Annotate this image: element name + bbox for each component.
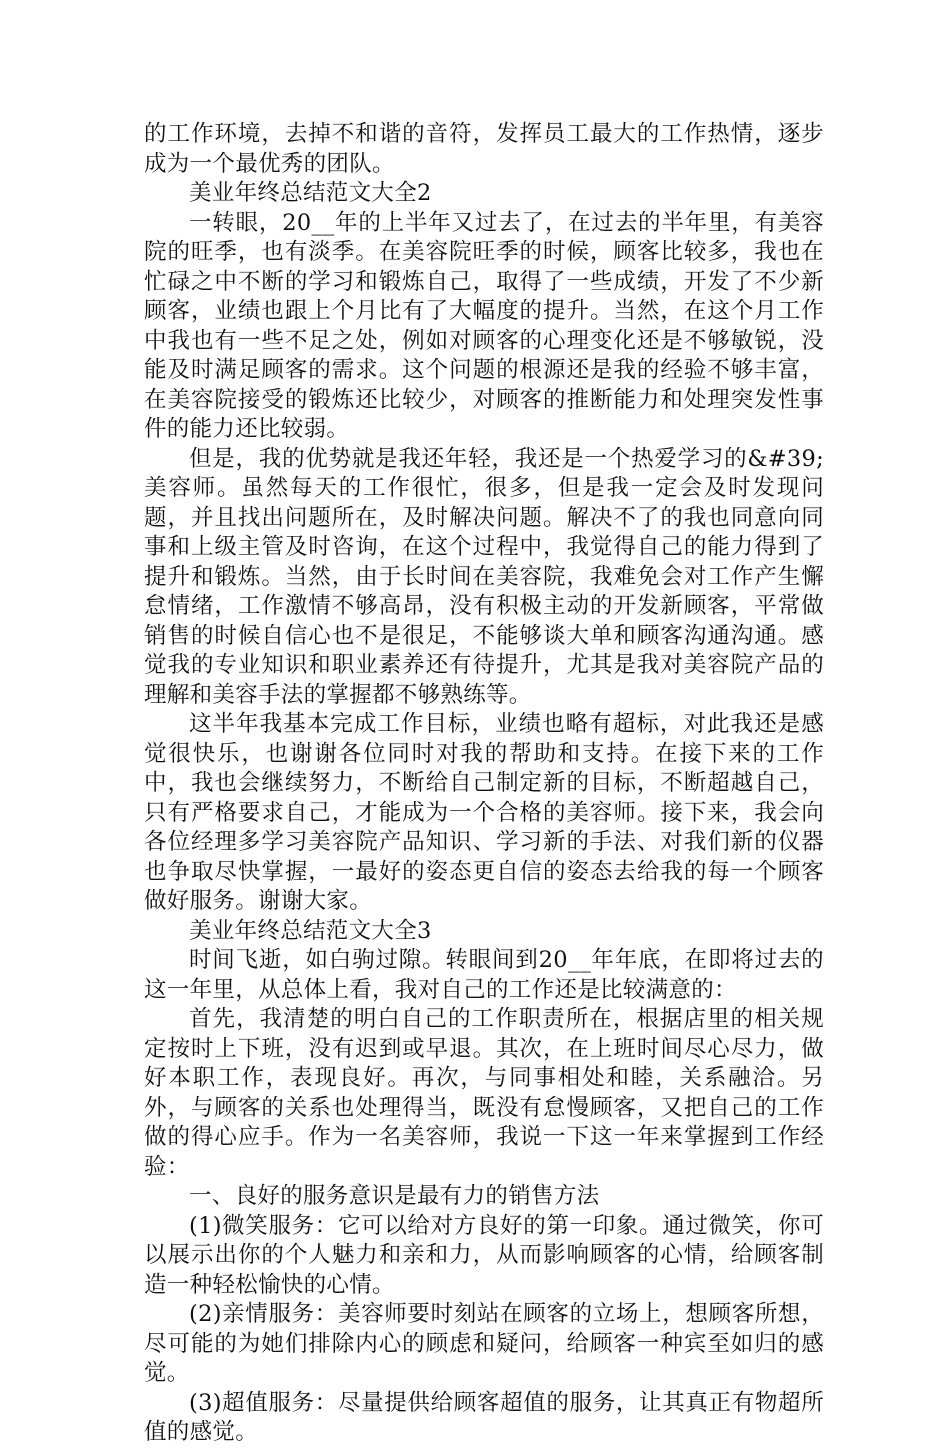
paragraph: 但是，我的优势就是我还年轻，我还是一个热爱学习的&#39;美容师。虽然每天的工作很忙，很多，但是我一定会及时发现问题，并且找出问题所在，及时解决问题。解决不了的我也同意向同事和上级主管及时咨询，在这个过程中，我觉得自己的能力得到了提升和锻炼。当然，由于长时间在美容院，我难免会对工作产生懈怠情绪，工作激情不够高昂，没有积极主动的开发新顾客，平常做销售的时候自信心也不是很足，不能够谈大单和顾客沟通沟通。感觉我的专业知识和职业素养还有待提升，尤其是我对美容院产品的理解和美容手法的掌握都不够熟练等。 — [144, 445, 824, 708]
paragraph: 时间飞逝，如白驹过隙。转眼间到20__年年底，在即将过去的这一年里，从总体上看，我对自己的工作还是比较满意的： — [144, 947, 824, 1003]
section-title-3: 美业年终总结范文大全3 — [189, 917, 432, 944]
paragraph: 这半年我基本完成工作目标，业绩也略有超标，对此我还是感觉很快乐，也谢谢各位同时对我的帮助和支持。在接下来的工作中，我也会继续努力，不断给自己制定新的目标，不断超越自己，只有严格要求自己，才能成为一个合格的美容师。接下来，我会向各位经理多学习美容院产品知识、学习新的手法、对我们新的仪器也争取尽快掌握，一最好的姿态更自信的姿态去给我的每一个顾客做好服务。谢谢大家。 — [144, 711, 824, 914]
paragraph: 首先，我清楚的明白自己的工作职责所在，根据店里的相关规定按时上下班，没有迟到或早退。其次，在上班时间尽心尽力，做好本职工作，表现良好。再次，与同事相处和睦，关系融洽。另外，与顾客的关系也处理得当，既没有怠慢顾客，又把自己的工作做的得心应手。作为一名美容师，我说一下这一年来掌握到工作经验： — [144, 1006, 824, 1180]
subheading: 一、良好的服务意识是最有力的销售方法 — [189, 1183, 600, 1209]
list-item: (3)超值服务：尽量提供给顾客超值的服务，让其真正有物超所值的感觉。 — [144, 1389, 824, 1445]
section-title-2: 美业年终总结范文大全2 — [189, 180, 432, 206]
list-item: (2)亲情服务：美容师要时刻站在顾客的立场上，想顾客所想，尽可能的为她们排除内心的顾虑和疑问，给顾客一种宾至如归的感觉。 — [144, 1301, 824, 1386]
paragraph-intro-continuation: 的工作环境，去掉不和谐的音符，发挥员工最大的工作热情，逐步成为一个最优秀的团队。 — [144, 121, 824, 177]
paragraph: 一转眼，20__年的上半年又过去了，在过去的半年里，有美容院的旺季，也有淡季。在美容院旺季的时候，顾客比较多，我也在忙碌之中不断的学习和锻炼自己，取得了一些成绩，开发了不少新顾客，业绩也跟上个月比有了大幅度的提升。当然，在这个月工作中我也有一些不足之处，例如对顾客的心理变化还是不够敏锐，没能及时满足顾客的需求。这个问题的根源还是我的经验不够丰富，在美容院接受的锻炼还比较少，对顾客的推断能力和处理突发性事件的能力还比较弱。 — [144, 209, 824, 442]
document-body — [144, 120, 824, 1448]
list-item: (1)微笑服务：它可以给对方良好的第一印象。通过微笑，你可以展示出你的个人魅力和亲和力，从而影响顾客的心情，给顾客制造一种轻松愉快的心情。 — [144, 1212, 824, 1298]
